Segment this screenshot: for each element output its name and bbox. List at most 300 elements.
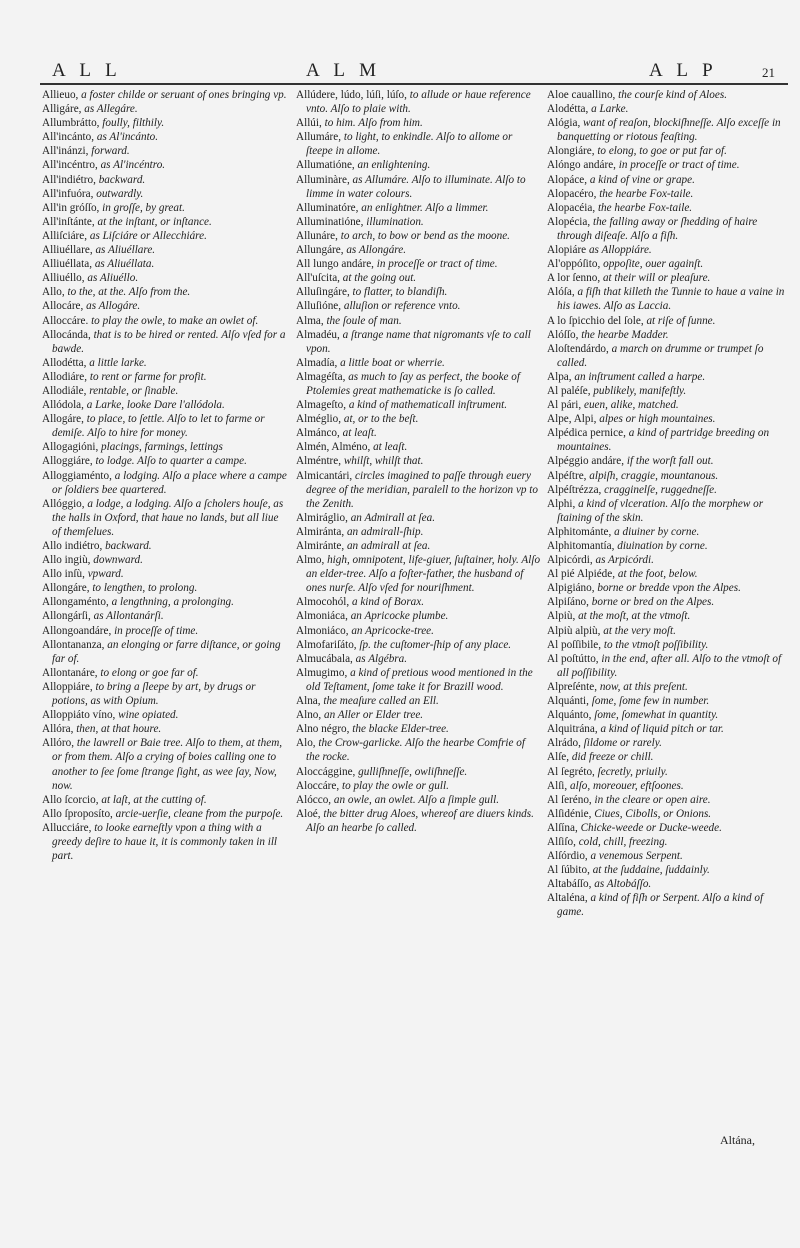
entry-gloss: euen, alike, matched.: [583, 399, 679, 412]
dictionary-entry: [296, 116, 541, 130]
entry-headword: Alopacéro,: [547, 187, 597, 200]
entry-gloss: ſome, ſomewhat in quantity.: [594, 709, 719, 722]
entry-gloss: in proceſſe or tract of time.: [618, 159, 740, 172]
entry-headword: Alquánto,: [547, 709, 592, 722]
dictionary-entry: [42, 144, 287, 158]
entry-headword: Alliſciáre,: [42, 229, 88, 242]
entry-headword: Alma,: [296, 314, 324, 327]
entry-headword: Alodétta,: [547, 103, 589, 116]
dictionary-entry: [296, 88, 541, 116]
entry-gloss: in groſſe, by great.: [102, 201, 185, 214]
entry-gloss: oppoſite, ouer againſt.: [603, 258, 704, 271]
entry-headword: Almagéſta,: [296, 370, 346, 383]
entry-gloss: backward.: [98, 173, 146, 186]
entry-headword: A lor ſenno,: [547, 272, 601, 285]
dictionary-entry: [296, 229, 541, 243]
dictionary-entry: [42, 497, 287, 539]
entry-headword: Allogagióni,: [42, 441, 99, 454]
entry-headword: Allocáre,: [42, 300, 84, 313]
entry-gloss: as Allegáre.: [84, 103, 138, 116]
entry-gloss: as Liſciáre or Allecchiáre.: [89, 229, 207, 242]
entry-gloss: as Allongáre.: [346, 244, 406, 257]
entry-headword: Alſidénie,: [547, 807, 592, 820]
entry-gloss: an admirall-ſhip.: [346, 525, 424, 538]
entry-gloss: a kind of pretious wood mentioned in the old Teſtament, ſome take it for Brazill wood.: [306, 666, 533, 693]
entry-headword: Alloccáre.: [42, 314, 89, 327]
entry-headword: Allunáre,: [296, 229, 338, 242]
entry-gloss: to rent or farme for profit.: [89, 370, 207, 383]
entry-headword: Allódola,: [42, 399, 84, 412]
entry-headword: Alrádo,: [547, 737, 581, 750]
dictionary-entry: [42, 821, 287, 863]
entry-gloss: as Allogáre.: [86, 300, 141, 313]
entry-gloss: a kind of vlceration. Alſo the morphew or ſtaining of the skin.: [557, 497, 764, 524]
dictionary-entry: [42, 398, 287, 412]
entry-gloss: an Apricocke-tree.: [351, 624, 434, 637]
dictionary-entry: [42, 173, 287, 187]
entry-headword: Alquánti,: [547, 695, 589, 708]
entry-gloss: an Apricocke plumbe.: [350, 610, 449, 623]
dictionary-entry: [547, 595, 785, 609]
entry-headword: Alſiſo,: [547, 835, 576, 848]
entry-gloss: the hearbe Fox-taile.: [597, 201, 693, 214]
dictionary-entry: [547, 539, 785, 553]
dictionary-entry: [547, 525, 785, 539]
entry-gloss: to light, to enkindle. Alſo to allome or ſteepe in allome.: [306, 131, 513, 158]
dictionary-entry: [296, 708, 541, 722]
entry-gloss: then, at that houre.: [76, 723, 162, 736]
entry-gloss: the ſoule of man.: [326, 314, 402, 327]
dictionary-entry: [547, 158, 785, 172]
dictionary-entry: [547, 638, 785, 652]
entry-gloss: want of reaſon, blockiſhneſſe. Alſo exceſſe in banquetting or riotous feaſting.: [557, 117, 781, 144]
dictionary-entry: [42, 370, 287, 384]
entry-headword: Allo ingiù,: [42, 554, 91, 567]
entry-gloss: an enlightening.: [357, 159, 431, 172]
dictionary-entry: [296, 299, 541, 313]
entry-headword: Allumáre,: [296, 131, 342, 144]
entry-gloss: at the moſt, at the vtmoſt.: [578, 610, 691, 623]
dictionary-entry: [42, 243, 287, 257]
entry-headword: Allo ſcorcio,: [42, 793, 99, 806]
entry-headword: Alphitománte,: [547, 525, 612, 538]
entry-headword: Al ſúbito,: [547, 864, 590, 877]
dictionary-entry: [547, 497, 785, 525]
entry-gloss: in the end, after all. Alſo to the vtmoſt of all poſſibility.: [557, 652, 782, 679]
entry-gloss: at leaſt.: [373, 441, 408, 454]
entry-headword: Allúi,: [296, 117, 322, 130]
dictionary-entry: [42, 595, 287, 609]
entry-gloss: at the ſuddaine, ſuddainly.: [592, 864, 710, 877]
entry-gloss: a kind of mathematicall inſtrument.: [348, 399, 507, 412]
dictionary-entry: [42, 201, 287, 215]
entry-headword: Alna,: [296, 695, 321, 708]
entry-gloss: to looke earneſtly vpon a thing with a greedy deſire to haue it, it is commonly taken in ill part.: [52, 821, 278, 863]
entry-headword: Alóngo andáre,: [547, 159, 616, 172]
entry-gloss: a foster childe or seruant of ones bringing vp.: [81, 89, 287, 101]
entry-gloss: to the, at the. Alſo from the.: [67, 286, 191, 299]
entry-gloss: ſildome or rarely.: [583, 737, 662, 750]
dictionary-entry: [547, 271, 785, 285]
entry-gloss: an enlightner. Alſo a limmer.: [361, 201, 489, 214]
dictionary-entry: [42, 722, 287, 736]
entry-headword: Almánco,: [296, 427, 340, 440]
entry-gloss: a little boat or wherrie.: [340, 356, 445, 369]
entry-gloss: to elong or goe far of.: [100, 666, 199, 679]
entry-headword: All'incánto,: [42, 131, 95, 144]
dictionary-entry: [42, 187, 287, 201]
dictionary-entry: [547, 779, 785, 793]
entry-headword: Allodiále,: [42, 384, 87, 397]
entry-gloss: a fiſh that killeth the Tunnie to haue a vaine in his iawes. Alſo as Laccia.: [557, 286, 785, 313]
entry-gloss: a Larke, looke Dare l'allódola.: [86, 399, 225, 412]
dictionary-entry: [42, 440, 287, 454]
entry-gloss: a march on drumme or trumpet ſo called.: [557, 342, 764, 369]
entry-gloss: to play the owle or gull.: [341, 779, 449, 792]
entry-headword: Almoniáca,: [296, 610, 348, 623]
entry-headword: Alluminàre,: [296, 173, 350, 186]
entry-gloss: as Al'incánto.: [96, 131, 159, 144]
entry-gloss: at leaſt.: [342, 427, 377, 440]
entry-gloss: borne or bredde vpon the Alpes.: [597, 582, 741, 595]
dictionary-entry: [42, 412, 287, 440]
dictionary-entry: [296, 609, 541, 623]
dictionary-entry: [547, 694, 785, 708]
entry-gloss: high, omnipotent, life-giuer, ſuſtainer, holy. Alſo an elder-tree. Alſo a foſter-father, the husband of ones nurſe. Alſo vſed for nouriſhment.: [306, 554, 541, 595]
dictionary-entry: [42, 666, 287, 680]
entry-gloss: downward.: [93, 554, 143, 567]
entry-gloss: cold, chill, freezing.: [578, 835, 668, 848]
dictionary-entry: [42, 88, 287, 102]
entry-gloss: an Admirall at ſea.: [350, 511, 436, 524]
entry-headword: Almadía,: [296, 356, 338, 369]
dictionary-entry: [42, 793, 287, 807]
entry-gloss: as Aliuéllata.: [94, 258, 155, 271]
entry-gloss: the falling away or ſhedding of haire through diſeaſe. Alſo a fiſh.: [557, 215, 758, 242]
entry-headword: All'infuóra,: [42, 187, 94, 200]
entry-headword: Almoniáco,: [296, 624, 349, 637]
dictionary-entry: [296, 511, 541, 525]
entry-headword: Alpiſáno,: [547, 596, 589, 609]
entry-headword: Allóra,: [42, 723, 74, 736]
entry-headword: Alóſa,: [547, 286, 575, 299]
dictionary-entry: [42, 356, 287, 370]
dictionary-entry: [296, 314, 541, 328]
dictionary-entry: [296, 765, 541, 779]
entry-headword: Allúdere, lúdo, lúſi, lúſo,: [296, 89, 407, 101]
header-right: A L P: [649, 60, 718, 81]
entry-headword: All'inánzi,: [42, 145, 89, 158]
entry-gloss: a lodge, a lodging. Alſo a ſcholers houſe, as the halls in Oxford, that haue no lands, but all liue of themſelues.: [52, 497, 284, 538]
dictionary-entry: [547, 891, 785, 919]
entry-headword: Alluſióne,: [296, 300, 342, 313]
header-rule: [40, 83, 788, 85]
dictionary-entry: [547, 144, 785, 158]
dictionary-entry: [296, 525, 541, 539]
entry-headword: Alligáre,: [42, 103, 82, 116]
dictionary-entry: [42, 384, 287, 398]
entry-headword: Alpédica pernice,: [547, 427, 626, 440]
dictionary-entry: [296, 271, 541, 285]
entry-headword: Allo inſù,: [42, 568, 85, 581]
entry-gloss: arcie-uerſie, cleane from the purpoſe.: [115, 807, 284, 820]
dictionary-entry: [547, 821, 785, 835]
dictionary-entry: [42, 539, 287, 553]
entry-headword: Al'oppóſito,: [547, 258, 601, 271]
entry-gloss: alluſion or reference vnto.: [343, 300, 461, 313]
entry-gloss: alſo, moreouer, eftſoones.: [570, 779, 684, 792]
entry-headword: Aloccáre,: [296, 779, 340, 792]
entry-headword: Allungáre,: [296, 244, 344, 257]
dictionary-entry: [42, 158, 287, 172]
entry-headword: Alphi,: [547, 497, 576, 510]
entry-headword: Alóſſo,: [547, 328, 579, 341]
entry-headword: Allocánda,: [42, 328, 91, 341]
entry-gloss: a lodging. Alſo a place where a campe or ſoldiers bee quartered.: [52, 469, 287, 496]
entry-headword: Allogáre,: [42, 413, 84, 426]
dictionary-entry: [547, 835, 785, 849]
entry-headword: Almofariſáto,: [296, 638, 357, 651]
dictionary-entry: [296, 722, 541, 736]
entry-gloss: now, at this preſent.: [599, 680, 688, 693]
entry-headword: Allo indiétro,: [42, 540, 103, 552]
entry-headword: A lo ſpicchio del ſole,: [547, 314, 644, 327]
dictionary-entry: [547, 412, 785, 426]
running-header: [44, 60, 784, 82]
column-3: [547, 88, 785, 920]
dictionary-entry: [547, 863, 785, 877]
entry-headword: Almucábala,: [296, 652, 353, 665]
entry-headword: Alógia,: [547, 117, 581, 130]
entry-headword: Almugimo,: [296, 666, 348, 679]
entry-headword: Allóggio,: [42, 497, 85, 510]
entry-gloss: foully, filthily.: [102, 117, 165, 130]
entry-gloss: vpward.: [87, 568, 124, 581]
entry-gloss: an inſtrument called a harpe.: [574, 370, 706, 383]
entry-headword: Alpéggio andáre,: [547, 455, 625, 468]
entry-gloss: a Larke.: [591, 103, 629, 116]
entry-headword: Alſe,: [547, 751, 570, 764]
dictionary-entry: [296, 469, 541, 511]
entry-gloss: ſecretly, priuily.: [597, 765, 668, 778]
entry-headword: Allongárſi,: [42, 610, 91, 623]
dictionary-entry: [296, 215, 541, 229]
entry-gloss: circles imagined to paſſe through euery degree of the meridian, paralell to the horizon vp to the Zenith.: [306, 469, 539, 510]
entry-gloss: a ſtrange name that nigromants vſe to call vpon.: [306, 328, 531, 355]
entry-gloss: a kind of Borax.: [351, 596, 425, 609]
dictionary-entry: [547, 88, 785, 102]
dictionary-entry: [547, 652, 785, 680]
dictionary-entry: [547, 243, 785, 257]
entry-headword: Al ſegréto,: [547, 765, 595, 778]
dictionary-entry: [547, 567, 785, 581]
entry-gloss: as Al'incéntro.: [100, 159, 166, 172]
entry-headword: Almocohól,: [296, 596, 350, 609]
entry-headword: Almiránta,: [296, 525, 345, 538]
dictionary-entry: [547, 398, 785, 412]
entry-gloss: alpiſh, craggie, mountanous.: [589, 469, 719, 482]
entry-headword: Alopiáre: [547, 244, 587, 257]
entry-gloss: cragginelſe, ruggedneſſe.: [604, 483, 717, 496]
entry-headword: Alloggiáre,: [42, 455, 93, 468]
entry-headword: Allontanáre,: [42, 666, 98, 679]
entry-headword: Al poſſibile,: [547, 638, 602, 651]
entry-headword: Al ſeréno,: [547, 793, 592, 806]
entry-gloss: backward.: [105, 540, 152, 552]
entry-gloss: a little larke.: [89, 356, 147, 369]
entry-gloss: gulliſhneſſe, owliſhneſſe.: [358, 765, 468, 778]
entry-headword: Aloccággine,: [296, 765, 356, 778]
entry-gloss: as Allumáre. Alſo to illuminate. Alſo to limme in water colours.: [306, 173, 526, 200]
entry-gloss: an owle, an owlet. Alſo a ſimple gull.: [333, 793, 500, 806]
dictionary-entry: [296, 454, 541, 468]
entry-headword: Alluminatóre,: [296, 201, 359, 214]
entry-headword: Alméglio,: [296, 413, 342, 426]
entry-gloss: at the inſtant, or inſtance.: [97, 215, 212, 228]
entry-gloss: as Allontanárſi.: [93, 610, 164, 623]
entry-headword: Allodiáre,: [42, 370, 88, 383]
entry-gloss: the courſe kind of Aloes.: [618, 89, 727, 101]
entry-headword: Alpiù,: [547, 610, 576, 623]
dictionary-entry: [296, 257, 541, 271]
entry-gloss: the Crow-garlicke. Alſo the hearbe Comfrie of the rocke.: [306, 737, 526, 764]
entry-gloss: at, or to the beſt.: [343, 413, 419, 426]
entry-gloss: in proceſſe of time.: [114, 624, 199, 637]
entry-gloss: to lengthen, to prolong.: [92, 582, 198, 595]
dictionary-entry: [296, 370, 541, 398]
entry-headword: Alloppiáto víno,: [42, 709, 116, 722]
entry-headword: Aloé,: [296, 807, 321, 820]
entry-headword: Alliuéllo,: [42, 272, 85, 285]
entry-gloss: to him. Alſo from him.: [324, 117, 423, 130]
entry-headword: Altabáſſo,: [547, 878, 592, 891]
dictionary-entry: [296, 624, 541, 638]
entry-gloss: the hearbe Fox-taile.: [599, 187, 694, 200]
dictionary-entry: [296, 595, 541, 609]
dictionary-entry: [296, 736, 541, 764]
entry-headword: Alpicórdi,: [547, 554, 593, 567]
column-1: [42, 88, 287, 863]
entry-gloss: to place, to ſettle. Alſo to let to farme or demiſe. Alſo to hire for money.: [52, 413, 265, 440]
entry-gloss: borne or bred on the Alpes.: [591, 596, 715, 609]
entry-gloss: rentable, or ſinable.: [89, 384, 179, 397]
entry-gloss: as much to ſay as perfect, the booke of Ptolemies great mathematicke is ſo called.: [306, 370, 521, 397]
entry-gloss: as Arpicórdi.: [595, 554, 654, 567]
entry-headword: All'in gróſſo,: [42, 201, 100, 214]
dictionary-entry: [547, 793, 785, 807]
entry-gloss: as Aliuéllare.: [95, 244, 156, 257]
entry-headword: All'uſcita,: [296, 272, 340, 285]
entry-headword: Alo,: [296, 737, 316, 750]
entry-gloss: wine opiated.: [118, 709, 179, 722]
column-2: [296, 88, 541, 835]
dictionary-entry: [296, 638, 541, 652]
dictionary-entry: [42, 215, 287, 229]
entry-gloss: as Algébra.: [355, 652, 408, 665]
entry-gloss: the blacke Elder-tree.: [352, 723, 449, 736]
dictionary-entry: [42, 116, 287, 130]
dictionary-entry: [42, 553, 287, 567]
entry-gloss: placings, farmings, lettings: [101, 441, 223, 454]
header-left: A L L: [52, 60, 122, 81]
entry-headword: All lungo andáre,: [296, 258, 374, 271]
entry-headword: Alſi,: [547, 779, 568, 792]
entry-headword: Alno,: [296, 709, 322, 722]
dictionary-entry: [42, 680, 287, 708]
entry-gloss: illumination.: [366, 215, 424, 228]
dictionary-entry: [296, 173, 541, 201]
dictionary-entry: [547, 765, 785, 779]
dictionary-entry: [547, 426, 785, 454]
dictionary-entry: [42, 328, 287, 356]
entry-gloss: did freeze or chill.: [571, 751, 654, 764]
entry-gloss: Chicke-weede or Ducke-weede.: [580, 821, 722, 834]
entry-headword: Alméntre,: [296, 455, 342, 468]
dictionary-entry: [547, 370, 785, 384]
entry-gloss: diuination by corne.: [617, 540, 708, 552]
entry-headword: Alloggiaménto,: [42, 469, 112, 482]
dictionary-entry: [42, 624, 287, 638]
dictionary-entry: [42, 102, 287, 116]
entry-gloss: publikely, manifeſtly.: [593, 384, 687, 397]
dictionary-entry: [547, 201, 785, 215]
dictionary-entry: [547, 581, 785, 595]
entry-gloss: a kind of liquid pitch or tar.: [600, 723, 724, 736]
entry-gloss: the lawrell or Baie tree. Alſo to them, at them, or from them. Alſo a crying of boies calling one to another to ſee ſome ſtrange ſight, as wee ſay, Now, now.: [52, 737, 283, 792]
dictionary-entry: [296, 285, 541, 299]
dictionary-entry: [42, 314, 287, 328]
entry-headword: All'incéntro,: [42, 159, 98, 172]
dictionary-entry: [547, 750, 785, 764]
entry-headword: Allodétta,: [42, 356, 87, 369]
dictionary-entry: [547, 736, 785, 750]
entry-headword: Alpéſtre,: [547, 469, 587, 482]
entry-headword: Almiránte,: [296, 540, 345, 552]
entry-gloss: at laſt, at the cutting of.: [101, 793, 207, 806]
dictionary-entry: [547, 285, 785, 313]
entry-gloss: the bitter drug Aloes, whereof are diuers kinds. Alſo an hearbe ſo called.: [306, 807, 534, 834]
dictionary-entry: [547, 680, 785, 694]
entry-gloss: outwardly.: [96, 187, 144, 200]
entry-gloss: Ciues, Cibolls, or Onions.: [594, 807, 712, 820]
dictionary-entry: [296, 426, 541, 440]
dictionary-entry: [547, 553, 785, 567]
entry-headword: Almicantári,: [296, 469, 353, 482]
entry-gloss: a kind of partridge breeding on mountaines.: [557, 427, 770, 454]
entry-gloss: the hearbe Madder.: [581, 328, 669, 341]
entry-headword: Alócco,: [296, 793, 332, 806]
entry-gloss: ſp. the cuſtomer-ſhip of any place.: [359, 638, 512, 651]
entry-gloss: at their will or pleaſure.: [602, 272, 711, 285]
entry-headword: Alſórdio,: [547, 850, 588, 863]
entry-headword: Alopacéia,: [547, 201, 596, 214]
dictionary-entry: [296, 328, 541, 356]
entry-headword: Allieuo,: [42, 89, 79, 101]
entry-gloss: as Altobáſſo.: [594, 878, 652, 891]
dictionary-entry: [547, 624, 785, 638]
entry-headword: Almo,: [296, 554, 325, 567]
dictionary-entry: [42, 638, 287, 666]
dictionary-entry: [547, 257, 785, 271]
dictionary-entry: [296, 666, 541, 694]
dictionary-entry: [547, 483, 785, 497]
dictionary-entry: [547, 609, 785, 623]
entry-headword: Allongáre,: [42, 582, 90, 595]
dictionary-entry: [296, 440, 541, 454]
dictionary-entry: [42, 130, 287, 144]
dictionary-entry: [296, 779, 541, 793]
dictionary-entry: [42, 257, 287, 271]
